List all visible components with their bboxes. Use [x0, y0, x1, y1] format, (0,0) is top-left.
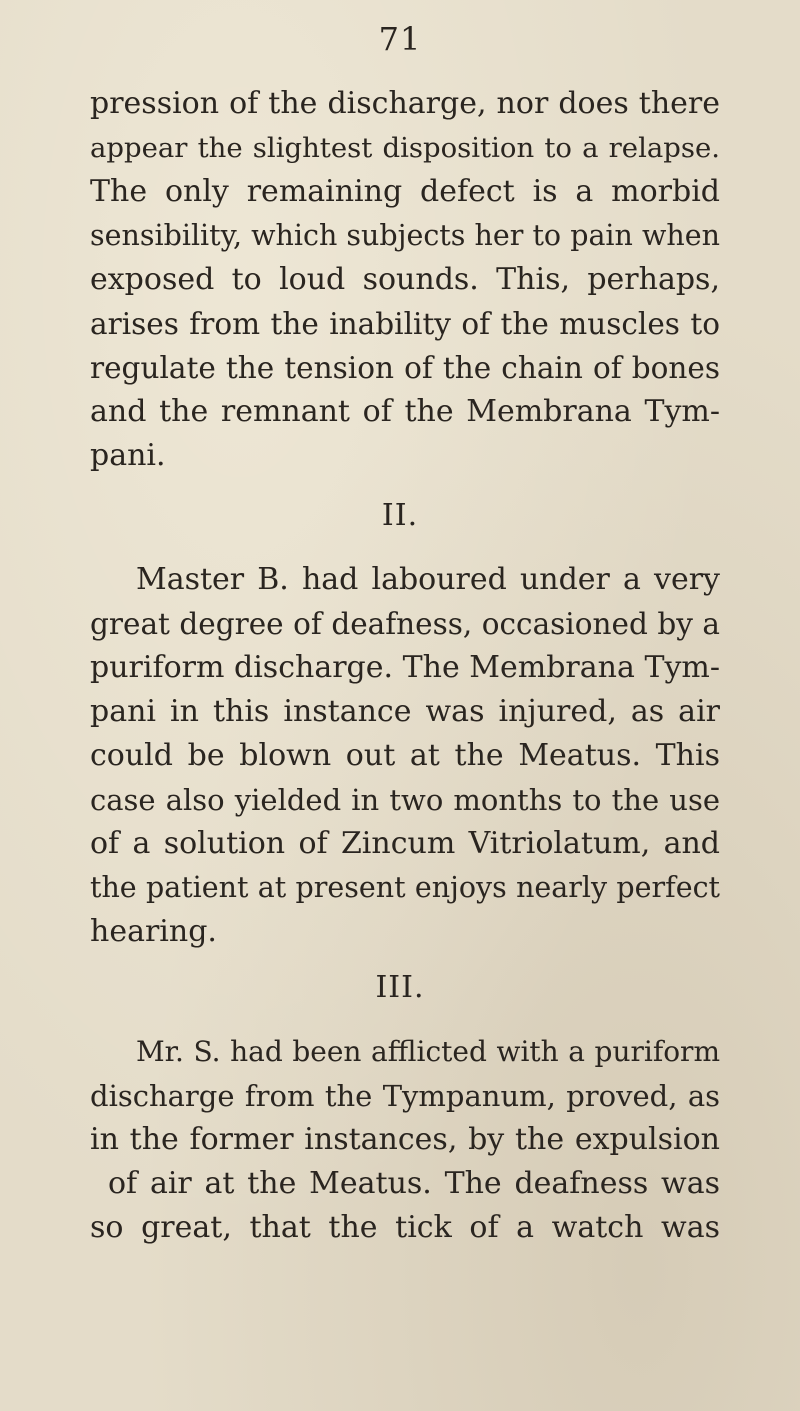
text-line: of a solution of Zincum Vitriolatum, and [90, 826, 720, 861]
section-iii-body [90, 1030, 720, 1250]
section-heading-iii: III. [375, 970, 425, 1005]
section-heading-ii: II. [381, 498, 419, 533]
text-line: pani in this instance was injured, as air [90, 694, 720, 729]
section-ii-body [90, 558, 720, 954]
text-line: puriform discharge. The Membrana Tym- [90, 650, 720, 685]
text-line: pani. [90, 438, 166, 473]
text-line: case also yielded in two months to the use [90, 783, 720, 817]
text-line: regulate the tension of the chain of bones [90, 351, 720, 385]
text-line: the patient at present enjoys nearly perfect [90, 871, 720, 904]
text-line: Master B. had laboured under a very [136, 562, 720, 597]
page-number: 71 [378, 20, 422, 58]
text-line: discharge from the Tympanum, proved, as [90, 1079, 720, 1113]
text-line: pression of the discharge, nor does there [90, 86, 720, 121]
text-line: Mr. S. had been afflicted with a puriform [136, 1035, 720, 1068]
text-line: exposed to loud sounds. This, perhaps, [90, 262, 720, 297]
text-line: great degree of deafness, occasioned by a [90, 607, 720, 641]
paragraph-continued [90, 82, 720, 478]
text-line: of air at the Meatus. The deafness was [108, 1166, 720, 1201]
text-line: arises from the inability of the muscles to [90, 307, 720, 341]
text-line: hearing. [90, 914, 217, 949]
text-line: appear the slightest disposition to a relapse. [90, 132, 720, 164]
text-line: and the remnant of the Membrana Tym- [90, 394, 720, 429]
text-line: could be blown out at the Meatus. This [90, 738, 720, 773]
text-line: sensibility, which subjects her to pain when [90, 219, 720, 252]
text-line: so great, that the tick of a watch was [90, 1210, 720, 1245]
text-line: The only remaining defect is a morbid [90, 174, 720, 209]
text-line: in the former instances, by the expulsion [90, 1122, 720, 1157]
